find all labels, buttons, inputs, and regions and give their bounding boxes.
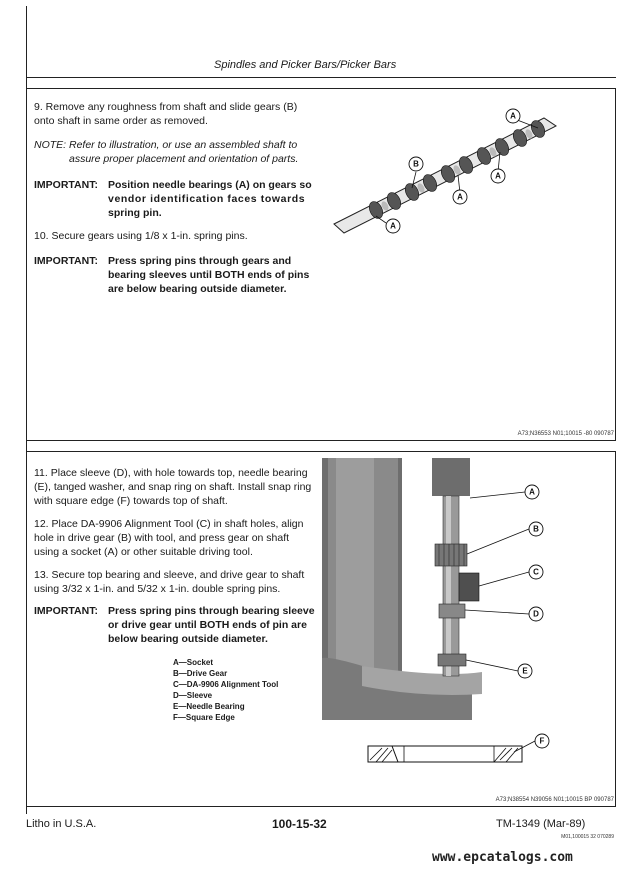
- important-1-line-1: Position needle bearings (A) on gears so: [108, 179, 312, 191]
- section1-top-rule: [26, 88, 616, 89]
- important-2: [34, 254, 324, 268]
- legend-item-f: F—Square Edge: [173, 713, 235, 722]
- press-illustration: [322, 458, 614, 798]
- legend-item-d: D—Sleeve: [173, 691, 213, 700]
- section2-figure-code: A73;N38554 N39056 N01;10015 BP 090787: [495, 797, 614, 803]
- section1-bottom-rule: [26, 440, 616, 441]
- footer-small-code: M01,100015 32 070289: [561, 834, 614, 840]
- important-1-line-2: vendor identification faces towards: [108, 193, 306, 205]
- important-3-line-2: or drive gear until BOTH ends of pin are: [108, 619, 307, 631]
- callout-label-e: E: [522, 666, 528, 676]
- callout-label-a2: A: [457, 192, 463, 202]
- important-2-line-3: are below bearing outside diameter.: [108, 283, 287, 295]
- watermark: www.epcatalogs.com: [432, 850, 573, 865]
- footer-manual-id: TM-1349 (Mar-89): [496, 818, 586, 830]
- section1-figure-code: A73;N36553 N01;10015 -80 090787: [517, 431, 614, 437]
- callout-label-b: B: [533, 524, 539, 534]
- legend-item-b: B—Drive Gear: [173, 669, 228, 678]
- shaft-illustration: [330, 100, 620, 250]
- step-13: 13. Secure top bearing and sleeve, and drive gear to shaft using 3/32 x 1-in. and 5/32 x 1-in. double spring pins.: [34, 569, 305, 595]
- note-line-1: NOTE: Refer to illustration, or use an assembled shaft to: [34, 139, 298, 151]
- important-2-line-2: bearing sleeves until BOTH ends of pins: [108, 269, 310, 281]
- callout-label-f: F: [539, 736, 545, 746]
- footer-page-number: 100-15-32: [272, 817, 327, 831]
- important-2-line-1: Press spring pins through gears and: [108, 255, 292, 267]
- important-1-label: IMPORTANT:: [34, 179, 98, 191]
- step-10: 10. Secure gears using 1/8 x 1-in. spring pins.: [34, 230, 248, 242]
- section2-bottom-rule: [26, 806, 616, 807]
- important-3-line-3: below bearing outside diameter.: [108, 633, 268, 645]
- footer-litho: Litho in U.S.A.: [26, 818, 97, 830]
- step-11: 11. Place sleeve (D), with hole towards top, needle bearing (E), tanged washer, and snap ring on shaft. Install snap ring with square edge (F) towards top of shaft.: [34, 467, 312, 507]
- important-3-label: IMPORTANT:: [34, 605, 98, 617]
- parts-legend: [173, 657, 323, 723]
- callout-label-d: D: [533, 609, 539, 619]
- important-1-line-3: spring pin.: [108, 207, 162, 219]
- callout-label-a: A: [529, 487, 535, 497]
- legend-item-c: C—DA-9906 Alignment Tool: [173, 680, 279, 689]
- callout-label-c: C: [533, 567, 539, 577]
- important-2-label: IMPORTANT:: [34, 255, 98, 267]
- header-rule: [26, 77, 616, 78]
- legend-item-a: A—Socket: [173, 658, 214, 667]
- legend-item-e: E—Needle Bearing: [173, 702, 245, 711]
- page-left-border: [26, 6, 27, 814]
- callout-label-a3: A: [495, 171, 501, 181]
- section2-top-rule: [26, 451, 616, 452]
- important-3-line-1: Press spring pins through bearing sleeve: [108, 605, 315, 617]
- callout-label-a1: A: [510, 111, 516, 121]
- section2-right-border: [615, 451, 616, 806]
- note-line-2: assure proper placement and orientation of parts.: [69, 153, 299, 165]
- page-header-title: Spindles and Picker Bars/Picker Bars: [214, 59, 397, 71]
- important-3: [34, 604, 324, 618]
- callout-label-a4: A: [390, 221, 396, 231]
- step-12: 12. Place DA-9906 Alignment Tool (C) in shaft holes, align hole in drive gear (B) with tool, and press gear on shaft using a socket (A) or other suitable driving tool.: [34, 518, 304, 558]
- step-9: 9. Remove any roughness from shaft and slide gears (B) onto shaft in same order as removed.: [34, 101, 298, 127]
- important-1: [34, 178, 324, 192]
- callout-label-b: B: [413, 159, 419, 169]
